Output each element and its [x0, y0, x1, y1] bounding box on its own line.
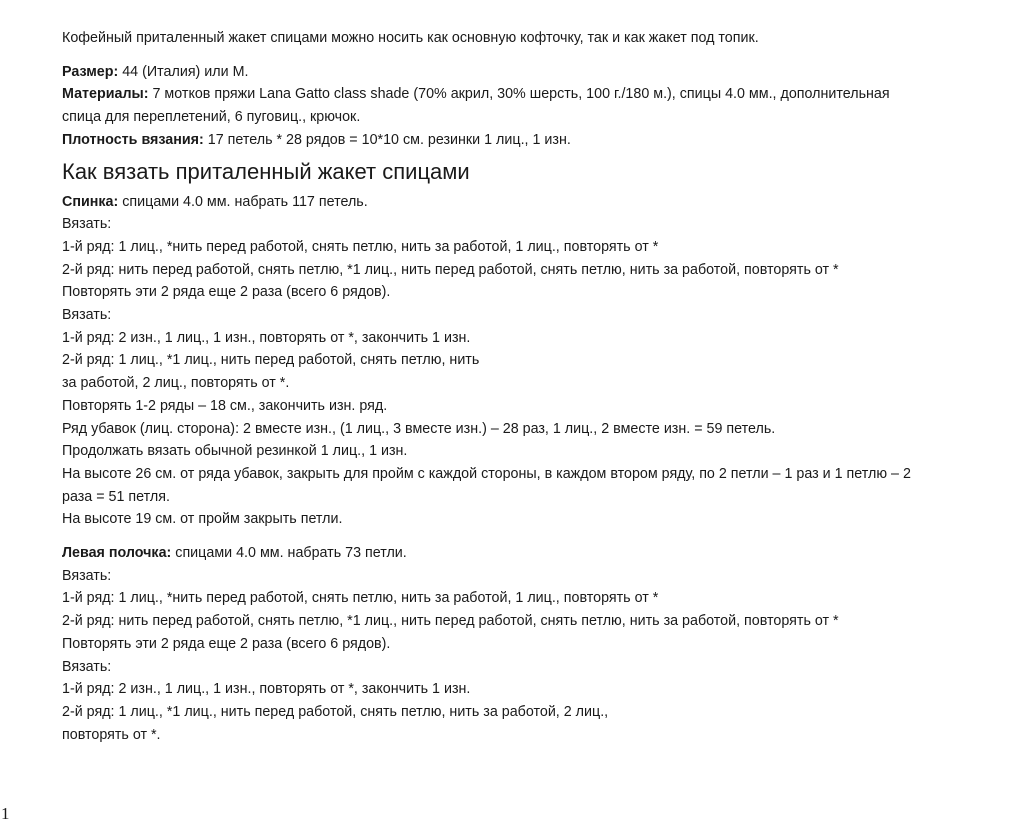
- instruction-line: Вязать:: [62, 216, 112, 233]
- materials-line-continued: спица для переплетений, 6 пуговиц., крючок.: [62, 109, 361, 126]
- instruction-line: за работой, 2 лиц., повторять от *.: [62, 375, 290, 392]
- gauge-label: Плотность вязания:: [62, 131, 204, 148]
- instruction-line: Ряд убавок (лиц. сторона): 2 вместе изн., (1 лиц., 3 вместе изн.) – 28 раз, 1 лиц., 2 вместе изн. = 59 петель.: [62, 420, 776, 437]
- left-front-intro-line: [62, 542, 982, 565]
- instruction-line: На высоте 26 см. от ряда убавок, закрыть для пройм с каждой стороны, в каждом втором ряду, по 2 петли – 1 раз и 1 петлю – 2: [62, 465, 911, 482]
- instruction-line: 2-й ряд: 1 лиц., *1 лиц., нить перед работой, снять петлю, нить за работой, 2 лиц.,: [62, 703, 609, 720]
- size-label: Размер:: [62, 63, 119, 80]
- materials-value: 7 мотков пряжи Lana Gatto class shade (70% акрил, 30% шерсть, 100 г./180 м.), спицы 4.0 мм., дополнительная: [152, 86, 890, 103]
- back-label: Спинка:: [62, 193, 119, 210]
- instruction-line: повторять от *.: [62, 726, 161, 743]
- instruction-line: 2-й ряд: 1 лиц., *1 лиц., нить перед работой, снять петлю, нить: [62, 352, 480, 369]
- back-section: [62, 191, 982, 532]
- size-line: [62, 61, 982, 84]
- left-front-intro: спицами 4.0 мм. набрать 73 петли.: [175, 545, 407, 562]
- intro-paragraph: Кофейный приталенный жакет спицами можно носить как основную кофточку, так и как жакет под топик.: [62, 30, 759, 46]
- materials-label: Материалы:: [62, 86, 149, 103]
- back-intro: спицами 4.0 мм. набрать 117 петель.: [122, 193, 368, 210]
- instruction-line: Вязать:: [62, 307, 112, 324]
- instruction-line: 1-й ряд: 1 лиц., *нить перед работой, снять петлю, нить за работой, 1 лиц., повторять от *: [62, 590, 659, 607]
- instruction-line: 1-й ряд: 1 лиц., *нить перед работой, снять петлю, нить за работой, 1 лиц., повторять от *: [62, 238, 659, 255]
- instruction-line: Продолжать вязать обычной резинкой 1 лиц., 1 изн.: [62, 443, 408, 460]
- instruction-line: 2-й ряд: нить перед работой, снять петлю, *1 лиц., нить перед работой, снять петлю, нить за работой, повторять от *: [62, 613, 839, 630]
- instruction-line: Вязать:: [62, 567, 112, 584]
- size-value: 44 (Италия) или М.: [122, 63, 249, 80]
- gauge-value: 17 петель * 28 рядов = 10*10 см. резинки 1 лиц., 1 изн.: [207, 131, 571, 148]
- instruction-line: Повторять эти 2 ряда еще 2 раза (всего 6 рядов).: [62, 284, 391, 301]
- instruction-line: На высоте 19 см. от пройм закрыть петли.: [62, 511, 343, 528]
- instruction-line: Повторять эти 2 ряда еще 2 раза (всего 6 рядов).: [62, 635, 391, 652]
- instruction-line: Повторять 1-2 ряды – 18 см., закончить изн. ряд.: [62, 397, 388, 414]
- instruction-line: 2-й ряд: нить перед работой, снять петлю, *1 лиц., нить перед работой, снять петлю, нить за работой, повторять от *: [62, 261, 839, 278]
- instruction-line: 1-й ряд: 2 изн., 1 лиц., 1 изн., повторять от *, закончить 1 изн.: [62, 329, 471, 346]
- instruction-line: раза = 51 петля.: [62, 488, 170, 505]
- materials-line: [62, 83, 982, 106]
- instruction-line: Вязать:: [62, 658, 112, 675]
- page-number: 1: [1, 804, 10, 823]
- left-front-section: [62, 542, 982, 746]
- section-heading: Как вязать приталенный жакет спицами: [62, 158, 470, 184]
- left-front-label: Левая полочка:: [62, 545, 172, 562]
- gauge-line: [62, 129, 982, 152]
- back-intro-line: [62, 191, 982, 214]
- document-body: [62, 27, 982, 746]
- instruction-line: 1-й ряд: 2 изн., 1 лиц., 1 изн., повторять от *, закончить 1 изн.: [62, 681, 471, 698]
